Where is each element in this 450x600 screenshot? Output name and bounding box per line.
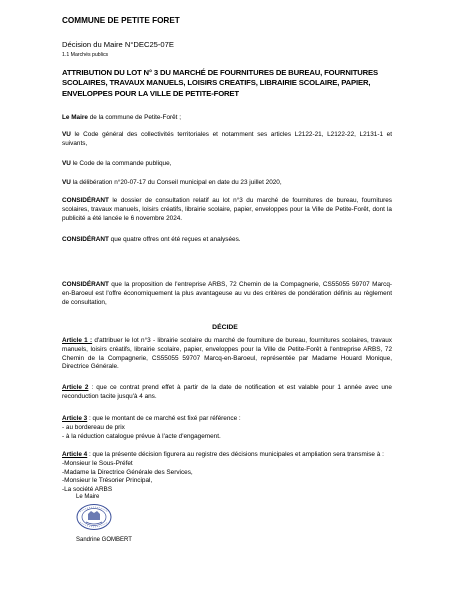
considerant-dossier bbox=[62, 197, 392, 223]
decision-category: 1.1 Marchés publics bbox=[62, 52, 109, 58]
list-item: - au bordereau de prix bbox=[62, 423, 125, 431]
mayor-label: Le Maire bbox=[62, 114, 88, 121]
document-title: ATTRIBUTION DU LOT N° 3 DU MARCHÉ DE FOURNITURES DE BUREAU, FOURNITURES SCOLAIRES, TRAVAUX MANUELS, LOISIRS CREATIFS, LIBRAIRIE SCOLAIRE, PAPIER, ENVELOPPES POUR LA VILLE DE PETITE-FORET bbox=[62, 68, 379, 98]
article-1 bbox=[62, 337, 392, 372]
article-4 bbox=[62, 451, 392, 495]
article-1-text: d'attribuer le lot n°3 - librairie scolaire du marché de fourniture de bureau, fournitures scolaires, travaux manuels, loisirs créatifs, librairie scolaire, papier, enveloppes pour la Ville de Petite-Forêt à l'entreprise ARBS, 72 Chemin de la Compagnerie, CS55055 59707 Marcq-en-Baroeul, représentée par Madame Houard Monique, Directrice Générale. bbox=[62, 337, 392, 371]
article-3 bbox=[62, 415, 392, 441]
considerant-offres-text: que quatre offres ont été reçues et analysées. bbox=[108, 236, 241, 243]
considerant-label: CONSIDÉRANT bbox=[62, 236, 109, 243]
considerant-offres bbox=[62, 236, 392, 245]
article-4-text: : que la présente décision figurera au registre des décisions municipales et ampliation sera transmise à : bbox=[87, 451, 384, 458]
considerant-arbs-text: que la proposition de l'entreprise ARBS, 72 Chemin de la Compagnerie, CS55055 59707 Marcq-en-Baroeul est l'offre économiquement la plus avantageuse au vu des critères de pondération définis au règlement de consultation, bbox=[62, 281, 392, 306]
considerant-label: CONSIDÉRANT bbox=[62, 197, 109, 204]
decide-heading: DÉCIDE bbox=[212, 324, 238, 331]
article-2-text: : que ce contrat prend effet à partir de la date de notification et est valable pour 1 année avec une reconduction tacite jusqu'à 4 ans. bbox=[62, 384, 392, 400]
article-2-label: Article 2 bbox=[62, 384, 89, 391]
vu-cgct bbox=[62, 131, 392, 149]
mayor-line bbox=[62, 114, 392, 123]
list-item: -La société ARBS bbox=[62, 486, 113, 494]
list-item: - à la réduction catalogue prévue à l'acte d'engagement. bbox=[62, 432, 221, 440]
considerant-arbs bbox=[62, 281, 392, 307]
article-3-label: Article 3 bbox=[62, 415, 88, 422]
considerant-label: CONSIDÉRANT bbox=[62, 281, 109, 288]
mayor-text: de la commune de Petite-Forêt ; bbox=[87, 114, 182, 121]
commune-name: COMMUNE DE PETITE FORET bbox=[62, 16, 180, 25]
article-3-text: : que le montant de ce marché est fixé par référence : bbox=[87, 415, 241, 422]
signatory-name: Sandrine GOMBERT bbox=[76, 537, 132, 543]
list-item: -Monsieur le Trésorier Principal, bbox=[62, 477, 153, 485]
vu-cgct-text: le Code général des collectivités territoriales et notamment ses articles L2122-21, L2122-22, L2131-1 et suivants, bbox=[62, 131, 392, 147]
article-4-recipients bbox=[62, 460, 392, 495]
vu-label: VU bbox=[62, 131, 71, 138]
article-1-label: Article 1 : bbox=[62, 337, 93, 344]
vu-deliberation bbox=[62, 179, 392, 188]
list-item: -Monsieur le Sous-Préfet bbox=[62, 459, 133, 467]
mayor-seal-stamp bbox=[74, 503, 114, 531]
vu-commande-text: le Code de la commande publique, bbox=[70, 160, 172, 167]
article-2 bbox=[62, 384, 392, 402]
article-4-label: Article 4 bbox=[62, 451, 88, 458]
vu-commande-publique bbox=[62, 160, 392, 169]
considerant-dossier-text: le dossier de consultation relatif au lot n°3 du marché de fournitures de bureau, fournitures scolaires, travaux manuels, loisirs créatifs, librairie scolaire, papier, enveloppes pour la Ville de Petite-Forêt, dont la publicité a été lancée le 6 novembre 2024. bbox=[62, 197, 392, 222]
vu-deliberation-text: la délibération n°20-07-17 du Conseil municipal en date du 23 juillet 2020, bbox=[70, 179, 282, 186]
vu-label: VU bbox=[62, 160, 71, 167]
list-item: -Madame la Directrice Générale des Services, bbox=[62, 468, 193, 476]
decision-number: Décision du Maire N°DEC25-07E bbox=[62, 40, 174, 49]
article-3-list bbox=[62, 424, 392, 442]
signature-role: Le Maire bbox=[76, 494, 100, 500]
vu-label: VU bbox=[62, 179, 71, 186]
